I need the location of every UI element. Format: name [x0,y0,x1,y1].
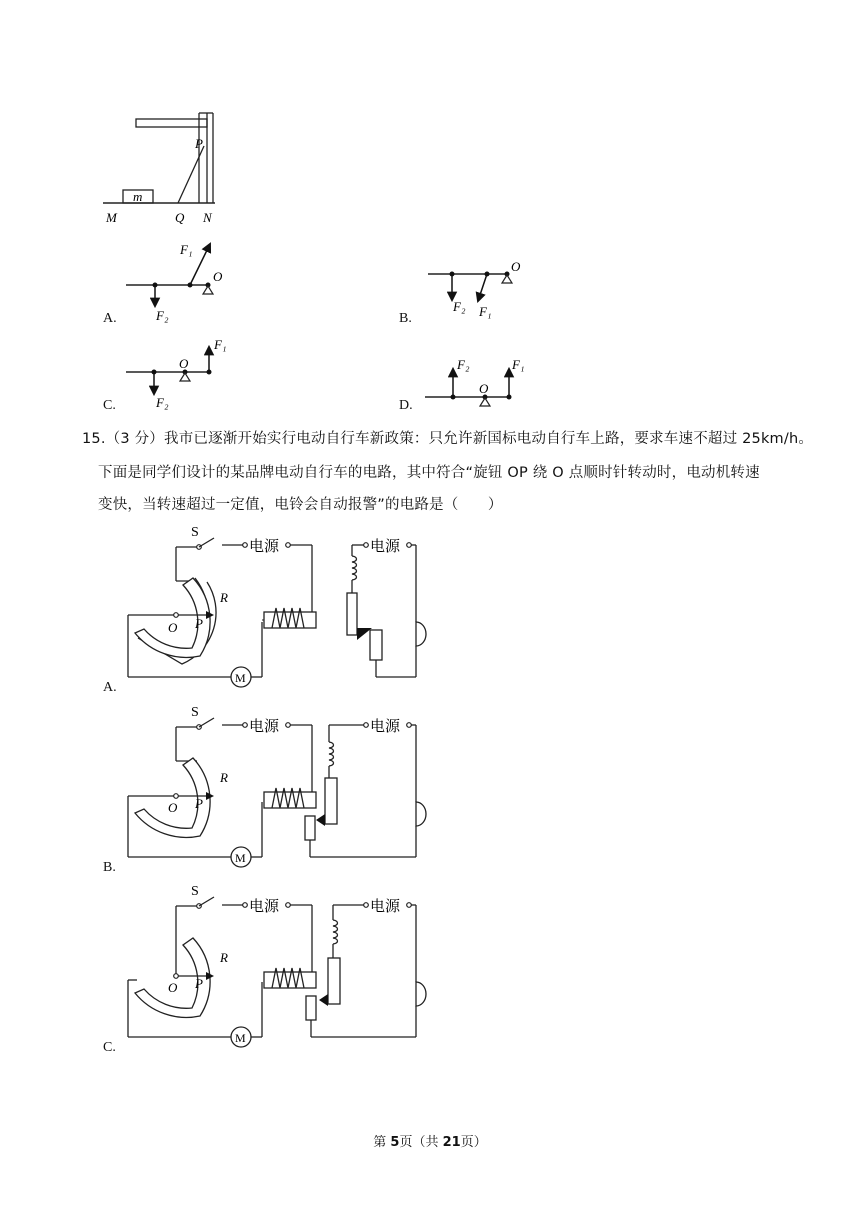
pivot-label: O [179,356,189,371]
total-pages-number: 21 [442,1135,461,1150]
power-label: 电源 [370,719,401,735]
force-label: F₁ [479,304,492,319]
label-M: M [106,210,117,225]
switch-label: S [191,705,199,720]
footer-prefix: 第 [373,1135,391,1150]
force-label: F₂ [453,299,466,314]
circuit-a-option-label: A. [103,680,117,695]
label-P: P [195,136,203,151]
motor-label: M [235,851,246,865]
pivot-label: O [479,381,489,396]
pivot-label: O [168,980,178,995]
slider-label: P [195,616,203,631]
pivot-label: O [511,259,521,274]
label-N: N [203,210,212,225]
slider-label: P [195,976,203,991]
force-label: F₁ [180,242,193,257]
circuit-c-option-label: C. [103,1040,116,1055]
circuit-b-option-label: B. [103,860,116,875]
power-label: 电源 [249,899,280,915]
pivot-label: O [168,800,178,815]
force-label: F₁ [512,357,525,372]
force-label: F₂ [457,357,470,372]
question-15-line-2: 下面是同学们设计的某品牌电动自行车的电路，其中符合“旋钮 OP 绕 O 点顺时针转动时，电动机转速 [98,465,760,481]
pivot-label: O [168,620,178,635]
current-page-number: 5 [390,1135,400,1150]
resistor-label: R [220,950,228,965]
power-label: 电源 [370,899,401,915]
resistor-label: R [220,770,228,785]
motor-label: M [235,671,246,685]
page-footer [0,1131,860,1150]
switch-label: S [191,884,199,899]
option-d-label: D. [399,398,413,413]
power-label: 电源 [249,539,280,555]
force-label: F₁ [214,337,227,352]
resistor-label: R [220,590,228,605]
question-15-line-3: 变快，当转速超过一定值，电铃会自动报警”的电路是（ ） [98,497,503,513]
option-b-label: B. [399,311,412,326]
label-Q: Q [175,210,185,225]
label-m: m [133,189,143,204]
pivot-label: O [213,269,223,284]
footer-mid: 页（共 [399,1135,443,1150]
force-label: F₂ [156,308,169,323]
slider-label: P [195,796,203,811]
power-label: 电源 [249,719,280,735]
question-15-line-1: 15.（3 分）我市已逐渐开始实行电动自行车新政策：只允许新国标电动自行车上路，要求车速不超过 25km/h。 [82,431,814,447]
footer-suffix: 页） [460,1135,487,1150]
force-label: F₂ [156,395,169,410]
power-label: 电源 [370,539,401,555]
option-a-label: A. [103,311,117,326]
option-c-label: C. [103,398,116,413]
switch-label: S [191,525,199,540]
motor-label: M [235,1031,246,1045]
